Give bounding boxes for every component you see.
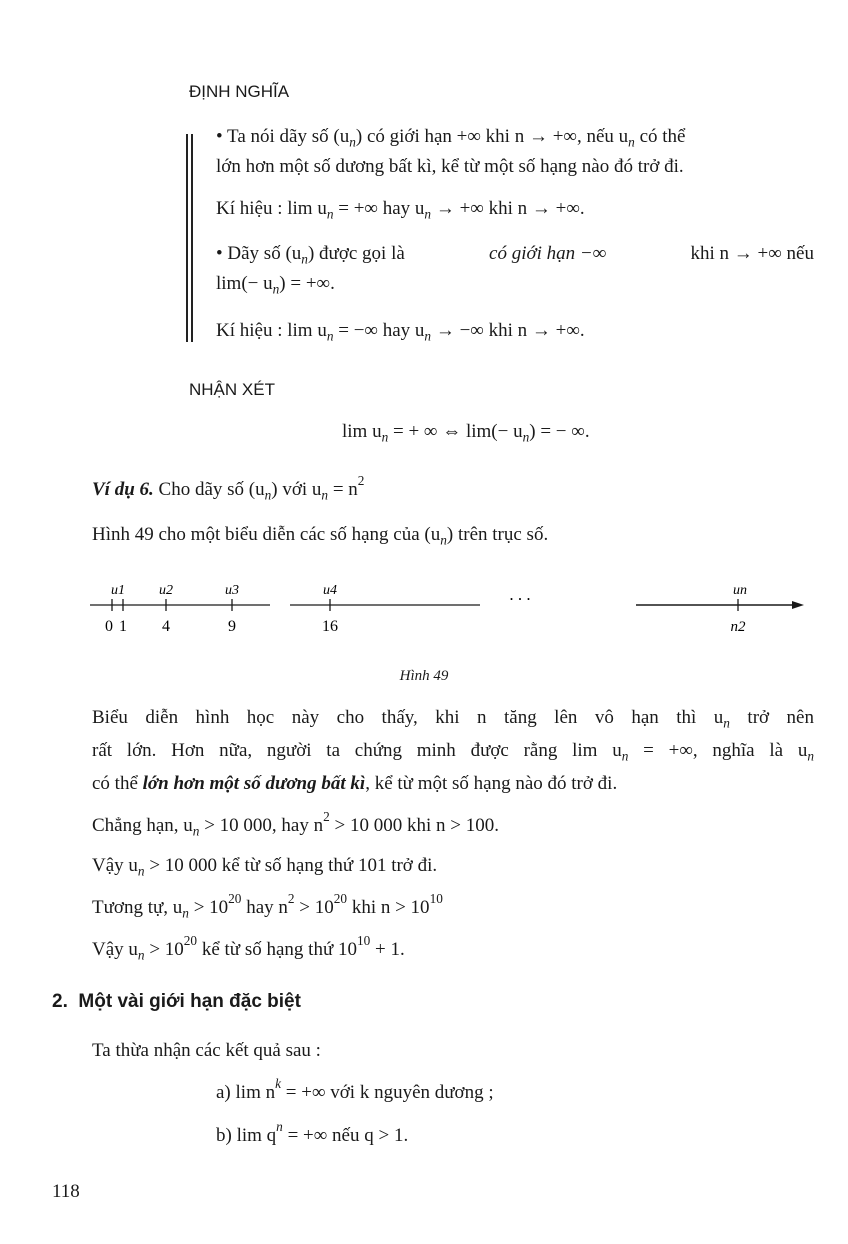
definition-bar-inner xyxy=(191,134,193,342)
definition-p1-line1: • Ta nói dãy số $(u_n)$ có giới hạn +∞ khi n → +∞, nếu $u_n$ có thể xyxy=(216,126,686,150)
body-para1-line2: rất lớn. Hơn nữa, người ta chứng minh được rằng $\lim u_n$ = +∞, nghĩa là $u_n$ xyxy=(92,740,814,764)
definition-symbol-2: Kí hiệu : $\lim u_n$ = −∞ hay $u_n$ → −∞ khi n → +∞. xyxy=(216,320,585,344)
page-number: 118 xyxy=(52,1181,80,1202)
figure-caption: Hình 49 xyxy=(399,668,449,684)
definition-p2-line1: • Dãy số $(u_n)$ được gọi là có giới hạn −∞ khi n → +∞ nếu xyxy=(216,243,814,267)
section2-item-a: a) $\lim n^k$ = +∞ với k nguyên dương ; xyxy=(216,1076,494,1103)
definition-p1-line2: lớn hơn một số dương bất kì, kể từ một số hạng nào đó trở đi. xyxy=(216,156,684,177)
label-u1: u1 xyxy=(111,583,125,598)
example-line2: Hình 49 cho một biểu diễn các số hạng của $(u_n)$ trên trục số. xyxy=(92,524,549,548)
section2-heading: 2. Một vài giới hạn đặc biệt xyxy=(52,991,301,1012)
body-line5: Vậy $u_n > 10$ 000 kể từ số hạng thứ 101 trở đi. xyxy=(92,855,438,879)
definition-bar-outer xyxy=(186,134,188,342)
label-0: 0 xyxy=(105,618,113,635)
label-4: 4 xyxy=(162,618,170,635)
body-line4: Chẳng hạn, $u_n > 10$ 000, hay $n^2 > 10$ 000 khi n > 100. xyxy=(92,809,499,839)
label-un: un xyxy=(733,583,747,598)
label-1: 1 xyxy=(119,618,127,635)
remark-formula: $\lim u_n$ = + ∞ ⇔ $\lim(- u_n)$ = − ∞. xyxy=(342,421,590,445)
label-u2: u2 xyxy=(159,583,173,598)
example-line1: Ví dụ 6. Cho dãy số $(u_n)$ với $u_n = n^2$ xyxy=(92,473,365,503)
axis-arrow xyxy=(792,601,804,609)
definition-p2-line2: $\lim(- u_n)$ = +∞. xyxy=(216,273,335,297)
axis-dots: . . . xyxy=(509,585,531,604)
label-9: 9 xyxy=(228,618,236,635)
number-line-figure xyxy=(0,576,848,656)
body-line6: Tương tự, $u_n > 10^{20}$ hay $n^2 > 10^{20}$ khi $n > 10^{10}$ xyxy=(92,891,443,921)
remark-heading: NHẬN XÉT xyxy=(189,380,275,399)
label-u4: u4 xyxy=(323,583,337,598)
section2-item-b: b) $\lim q^n$ = +∞ nếu q > 1. xyxy=(216,1119,409,1146)
label-u3: u3 xyxy=(225,583,239,598)
body-para1-line3: có thể lớn hơn một số dương bất kì, kể từ một số hạng nào đó trở đi. xyxy=(92,773,618,794)
definition-symbol-1: Kí hiệu : $\lim u_n$ = +∞ hay $u_n$ → +∞ khi n → +∞. xyxy=(216,198,585,222)
body-para1-line1: Biểu diễn hình học này cho thấy, khi n tăng lên vô hạn thì $u_n$ trở nên xyxy=(92,707,814,731)
section2-intro: Ta thừa nhận các kết quả sau : xyxy=(92,1040,321,1061)
body-line7: Vậy $u_n > 10^{20}$ kể từ số hạng thứ $10^{10} + 1$. xyxy=(92,933,405,963)
label-16: 16 xyxy=(322,618,338,635)
label-n2: n2 xyxy=(730,619,746,635)
definition-heading: ĐỊNH NGHĨA xyxy=(189,82,290,101)
